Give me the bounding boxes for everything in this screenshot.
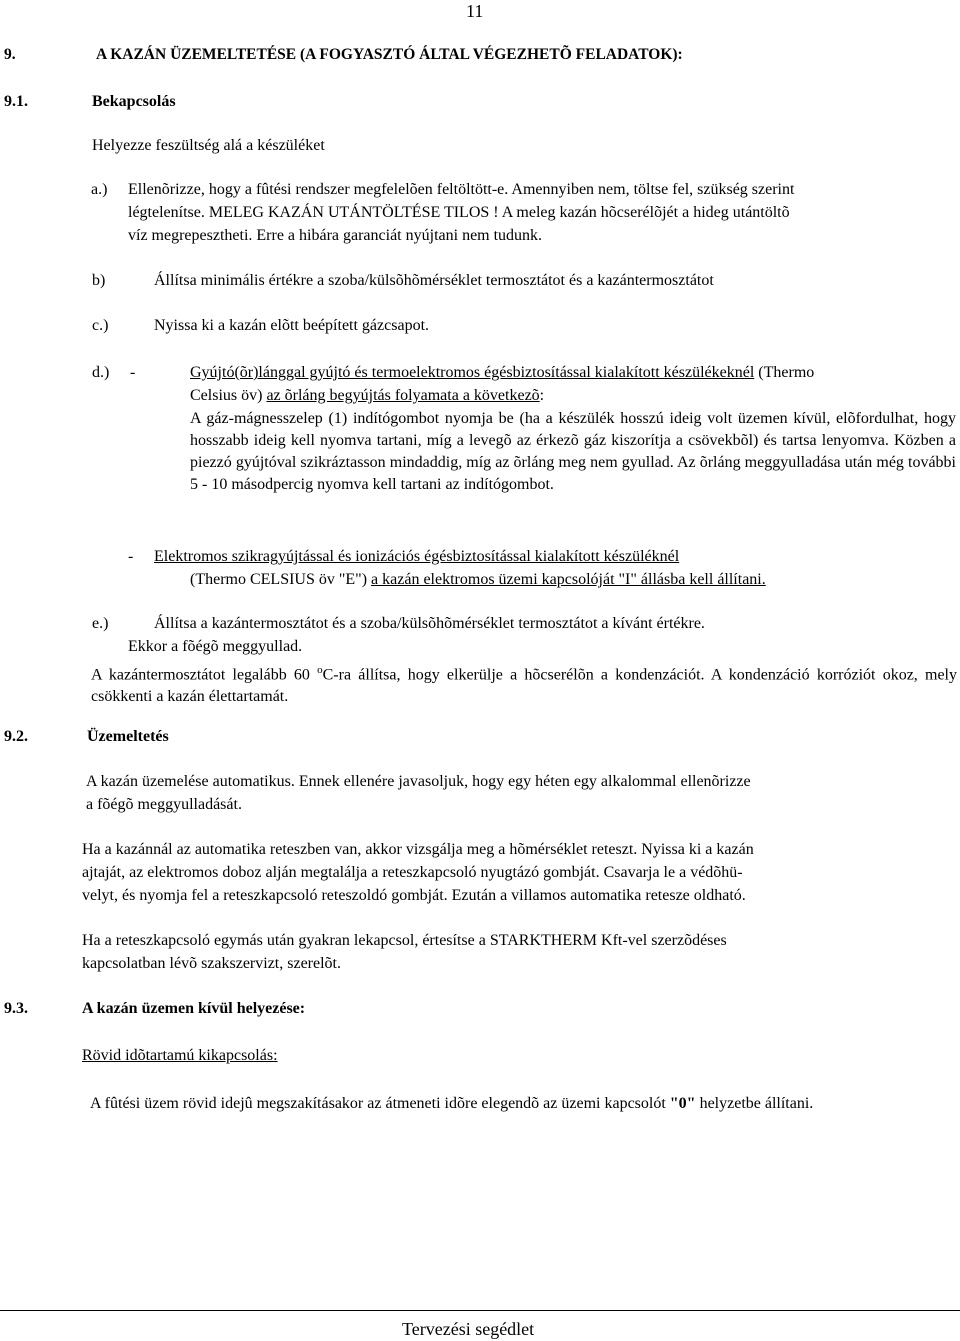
subsection-number: 9.1.: [4, 93, 28, 110]
subheading: Rövid idõtartamú kikapcsolás:: [82, 1047, 278, 1064]
paragraph-line: Ha a reteszkapcsoló egymás után gyakran lekapcsol, értesítse a STARKTHERM Kft-vel szerzõdéses: [82, 932, 727, 949]
item-e-paragraph: [91, 659, 957, 708]
subsection-title: Bekapcsolás: [92, 93, 176, 110]
footer-rule: [0, 1310, 960, 1311]
paragraph-line: ajtaját, az elektromos doboz alján megtalálja a reteszkapcsoló nyugtázó gombját. Csavarja le a védõhü-: [82, 864, 743, 881]
degree-sup: o: [317, 664, 323, 676]
paragraph-line: kapcsolatban lévõ szakszervizt, szerelõt.: [82, 955, 341, 972]
item-d-heading-colon: :: [539, 387, 545, 404]
paragraph-bold: "0": [669, 1095, 696, 1112]
item-d-electric-line: [190, 569, 766, 591]
item-a-line: víz megrepesztheti. Erre a hibára garanciát nyújtani nem tudunk.: [128, 227, 543, 244]
item-d-dash: -: [130, 364, 136, 381]
section-title: A KAZÁN ÜZEMELTETÉSE (A FOGYASZTÓ ÁLTAL VÉGEZHETÕ FELADATOK):: [96, 46, 683, 63]
item-b-text: Állítsa minimális értékre a szoba/külsõhõmérséklet termosztátot és a kazántermosztátot: [154, 272, 714, 289]
paragraph-post: helyzetbe állítani.: [695, 1095, 814, 1112]
paragraph-line: A kazán üzemelése automatikus. Ennek ellenére javasoljuk, hogy egy héten egy alkalommal ellenõrizze: [86, 773, 751, 790]
paragraph-pre: A fûtési üzem rövid idejû megszakításakor az átmeneti idõre elegendõ az üzemi kapcsolót: [90, 1095, 670, 1112]
item-e-text: Állítsa a kazántermosztátot és a szoba/külsõhõmérséklet termosztátot a kívánt értékre.: [154, 615, 705, 632]
subsection-title: A kazán üzemen kívül helyezése:: [82, 1000, 306, 1017]
subsection-number: 9.2.: [4, 728, 28, 745]
item-c-label: c.): [92, 317, 109, 334]
item-d-electric-underlined: a kazán elektromos üzemi kapcsolóját "I" állásba kell állítani.: [371, 571, 766, 588]
item-d-dash2: -: [128, 548, 134, 565]
item-a-line: Ellenõrizze, hogy a fûtési rendszer megfelelõen feltöltött-e. Amennyiben nem, töltse fel, szükség szerint: [128, 181, 795, 198]
subsection-title: Üzemeltetés: [87, 728, 169, 745]
item-a-label: a.): [91, 181, 108, 198]
item-d-heading-text: (Thermo: [754, 364, 815, 381]
item-d-heading-text2: Celsius öv): [190, 387, 267, 404]
item-e-paragraph-pre: A kazántermosztátot legalább 60: [91, 666, 318, 684]
item-c-text: Nyissa ki a kazán elõtt beépített gázcsapot.: [154, 317, 430, 334]
item-b-label: b): [92, 272, 106, 289]
item-d-electric-heading: Elektromos szikragyújtással és ionizációs égésbiztosítással kialakított készüléknél: [154, 548, 680, 565]
item-e-line2: Ekkor a fõégõ meggyullad.: [128, 638, 303, 655]
item-d-label: d.): [92, 364, 110, 381]
paragraph-line: velyt, és nyomja fel a reteszkapcsoló reteszoldó gombját. Ezután a villamos automatika retesze oldható.: [82, 887, 746, 904]
paragraph: [90, 1093, 956, 1115]
subsection-number: 9.3.: [4, 1000, 28, 1017]
item-d-heading-line2: [190, 385, 544, 407]
item-d-electric-text: (Thermo CELSIUS öv "E"): [190, 571, 372, 588]
paragraph-line: a fõégõ meggyulladását.: [86, 796, 242, 813]
footer-text: Tervezési segédlet: [402, 1319, 535, 1339]
page-number: 11: [466, 1, 484, 21]
item-d-heading-underlined2: az õrláng begyújtás folyamata a következõ: [266, 387, 540, 404]
intro-text: Helyezze feszültség alá a készüléket: [92, 137, 325, 154]
item-e-paragraph-post: C-ra állítsa, hogy elkerülje a hõcserélõn a kondenzációt. A kondenzáció korróziót okoz, mely csökkenti a kazán élettartamát.: [91, 666, 957, 706]
item-d-heading-underlined: Gyújtó(õr)lánggal gyújtó és termoelektromos égésbiztosítással kialakított készülékeknél: [190, 364, 755, 381]
item-d-paragraph: A gáz-mágnesszelep (1) indítógombot nyomja be (ha a készülék hosszú ideig volt üzemen kívül, elõfordulhat, hogy hosszabb ideig kell nyomva tartani, míg a levegõ az érkezõ gáz kiszorítja a csövekbõl) és tartsa lenyomva. Közben a piezzó gyújtóval szikráztasson mindaddig, míg az õrláng meg nem gyullad. Az õrláng meggyulladása után még további 5 - 10 másodpercig nyomva kell tartani az indítógombot.: [190, 410, 956, 493]
item-a-line: légtelenítse. MELEG KAZÁN UTÁNTÖLTÉSE TILOS ! A meleg kazán hõcserélõjét a hideg utántöltõ: [128, 204, 790, 221]
item-d-heading: [190, 362, 958, 384]
item-e-label: e.): [92, 615, 109, 632]
section-number: 9.: [4, 46, 16, 63]
paragraph-line: Ha a kazánnál az automatika reteszben van, akkor vizsgálja meg a hõmérséklet reteszt. Nyissa ki a kazán: [82, 841, 754, 858]
